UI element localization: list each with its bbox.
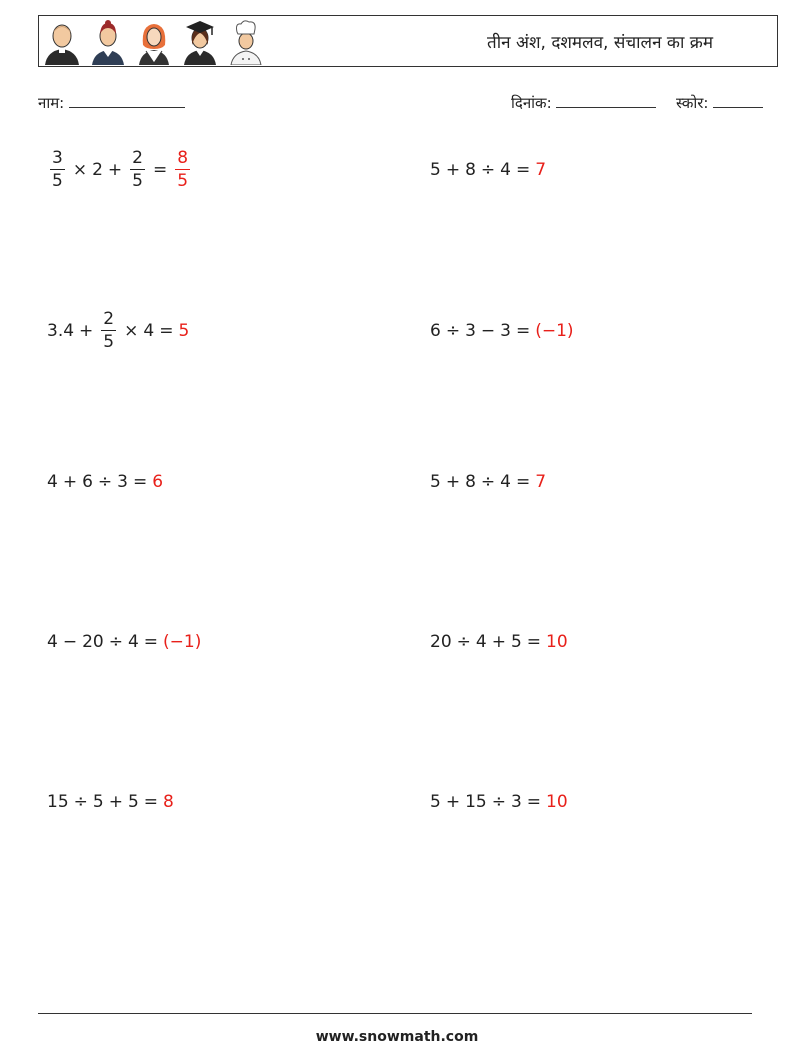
answer: 8 bbox=[163, 792, 174, 812]
answer: (−1) bbox=[163, 632, 202, 652]
date-field[interactable] bbox=[511, 93, 656, 113]
term: ÷ bbox=[73, 792, 88, 812]
term: 3 bbox=[117, 472, 128, 492]
term: × bbox=[72, 160, 88, 180]
numerator: 3 bbox=[52, 148, 63, 168]
term: ÷ bbox=[480, 472, 496, 492]
denominator: 5 bbox=[132, 171, 143, 191]
problem-8 bbox=[430, 620, 573, 664]
worksheet-title: तीन अंश, दशमलव, संचालन का क्रम bbox=[487, 33, 713, 53]
date-label: दिनांक: bbox=[511, 94, 552, 112]
term: + bbox=[79, 321, 94, 341]
answer: 7 bbox=[535, 472, 547, 492]
denominator: 5 bbox=[177, 171, 189, 191]
term: ÷ bbox=[108, 632, 123, 652]
term: 3 bbox=[510, 792, 522, 812]
term: 4 bbox=[127, 632, 139, 652]
term: + bbox=[445, 160, 461, 180]
answer: (−1) bbox=[535, 321, 574, 341]
problem-3 bbox=[47, 309, 194, 353]
answer: 5 bbox=[178, 321, 190, 341]
worksheet-header bbox=[38, 15, 778, 67]
term: ÷ bbox=[445, 321, 461, 341]
term: 5 bbox=[127, 792, 139, 812]
term: 4 bbox=[500, 160, 511, 180]
answer: 10 bbox=[546, 632, 568, 652]
term: 6 bbox=[82, 472, 93, 492]
footer-url[interactable]: www.snowmath.com bbox=[315, 1029, 479, 1045]
term: = bbox=[143, 632, 159, 652]
term: 2 bbox=[92, 160, 103, 180]
numerator: 8 bbox=[177, 148, 189, 168]
problem-10 bbox=[430, 780, 573, 824]
problem-1 bbox=[47, 148, 198, 192]
term: + bbox=[62, 472, 78, 492]
term: 15 bbox=[47, 792, 69, 812]
term: 5 bbox=[92, 792, 104, 812]
term: = bbox=[132, 472, 148, 492]
term: + bbox=[107, 160, 123, 180]
chef-avatar-icon bbox=[227, 19, 265, 65]
problem-9 bbox=[47, 780, 179, 824]
term: = bbox=[526, 792, 542, 812]
term: 5 bbox=[430, 472, 441, 492]
term: 5 bbox=[430, 160, 441, 180]
denominator: 5 bbox=[103, 332, 115, 352]
term: = bbox=[515, 321, 531, 341]
term: 3.4 bbox=[47, 321, 75, 341]
term: + bbox=[445, 792, 461, 812]
term: 4 bbox=[47, 472, 58, 492]
score-label: स्कोर: bbox=[676, 94, 709, 112]
score-blank[interactable] bbox=[713, 93, 763, 108]
term: 8 bbox=[465, 472, 476, 492]
term: 20 bbox=[430, 632, 452, 652]
answer-fraction bbox=[175, 150, 190, 190]
term: + bbox=[491, 632, 506, 652]
term: = bbox=[143, 792, 159, 812]
problem-6 bbox=[430, 460, 551, 504]
problem-2 bbox=[430, 148, 551, 192]
fraction bbox=[130, 150, 145, 190]
problem-5 bbox=[47, 460, 168, 504]
problem-4 bbox=[430, 309, 579, 353]
term: − bbox=[480, 321, 496, 341]
priest-avatar-icon bbox=[43, 19, 81, 65]
term: 5 bbox=[510, 632, 522, 652]
numerator: 2 bbox=[103, 309, 115, 329]
term: + bbox=[445, 472, 461, 492]
term: + bbox=[108, 792, 123, 812]
term: ÷ bbox=[491, 792, 506, 812]
term: = bbox=[526, 632, 542, 652]
term: ÷ bbox=[480, 160, 496, 180]
term: 4 bbox=[475, 632, 487, 652]
name-field[interactable] bbox=[38, 93, 185, 113]
term: 6 bbox=[430, 321, 441, 341]
date-blank[interactable] bbox=[556, 93, 656, 108]
term: = bbox=[152, 160, 168, 180]
term: = bbox=[515, 472, 531, 492]
term: 20 bbox=[82, 632, 104, 652]
term: ÷ bbox=[456, 632, 471, 652]
term: 4 bbox=[143, 321, 155, 341]
term: ÷ bbox=[97, 472, 113, 492]
term: 15 bbox=[465, 792, 487, 812]
term: 3 bbox=[500, 321, 511, 341]
term: = bbox=[515, 160, 531, 180]
score-field[interactable] bbox=[676, 93, 763, 113]
fraction bbox=[101, 311, 116, 351]
woman-avatar-icon bbox=[89, 19, 127, 65]
avatar-row bbox=[43, 19, 265, 65]
numerator: 2 bbox=[132, 148, 143, 168]
graduate-avatar-icon bbox=[181, 19, 219, 65]
term: 4 bbox=[47, 632, 58, 652]
answer: 7 bbox=[535, 160, 547, 180]
problem-7 bbox=[47, 620, 206, 664]
redhead-avatar-icon bbox=[135, 19, 173, 65]
name-label: नाम: bbox=[38, 94, 65, 112]
term: − bbox=[62, 632, 78, 652]
term: 8 bbox=[465, 160, 476, 180]
answer: 10 bbox=[546, 792, 568, 812]
footer-divider bbox=[38, 1013, 752, 1014]
fraction bbox=[50, 150, 65, 190]
name-blank[interactable] bbox=[69, 93, 185, 108]
answer: 6 bbox=[152, 472, 164, 492]
term: × bbox=[124, 321, 139, 341]
term: 4 bbox=[500, 472, 511, 492]
term: = bbox=[159, 321, 174, 341]
term: 5 bbox=[430, 792, 441, 812]
term: 3 bbox=[465, 321, 476, 341]
denominator: 5 bbox=[52, 171, 63, 191]
